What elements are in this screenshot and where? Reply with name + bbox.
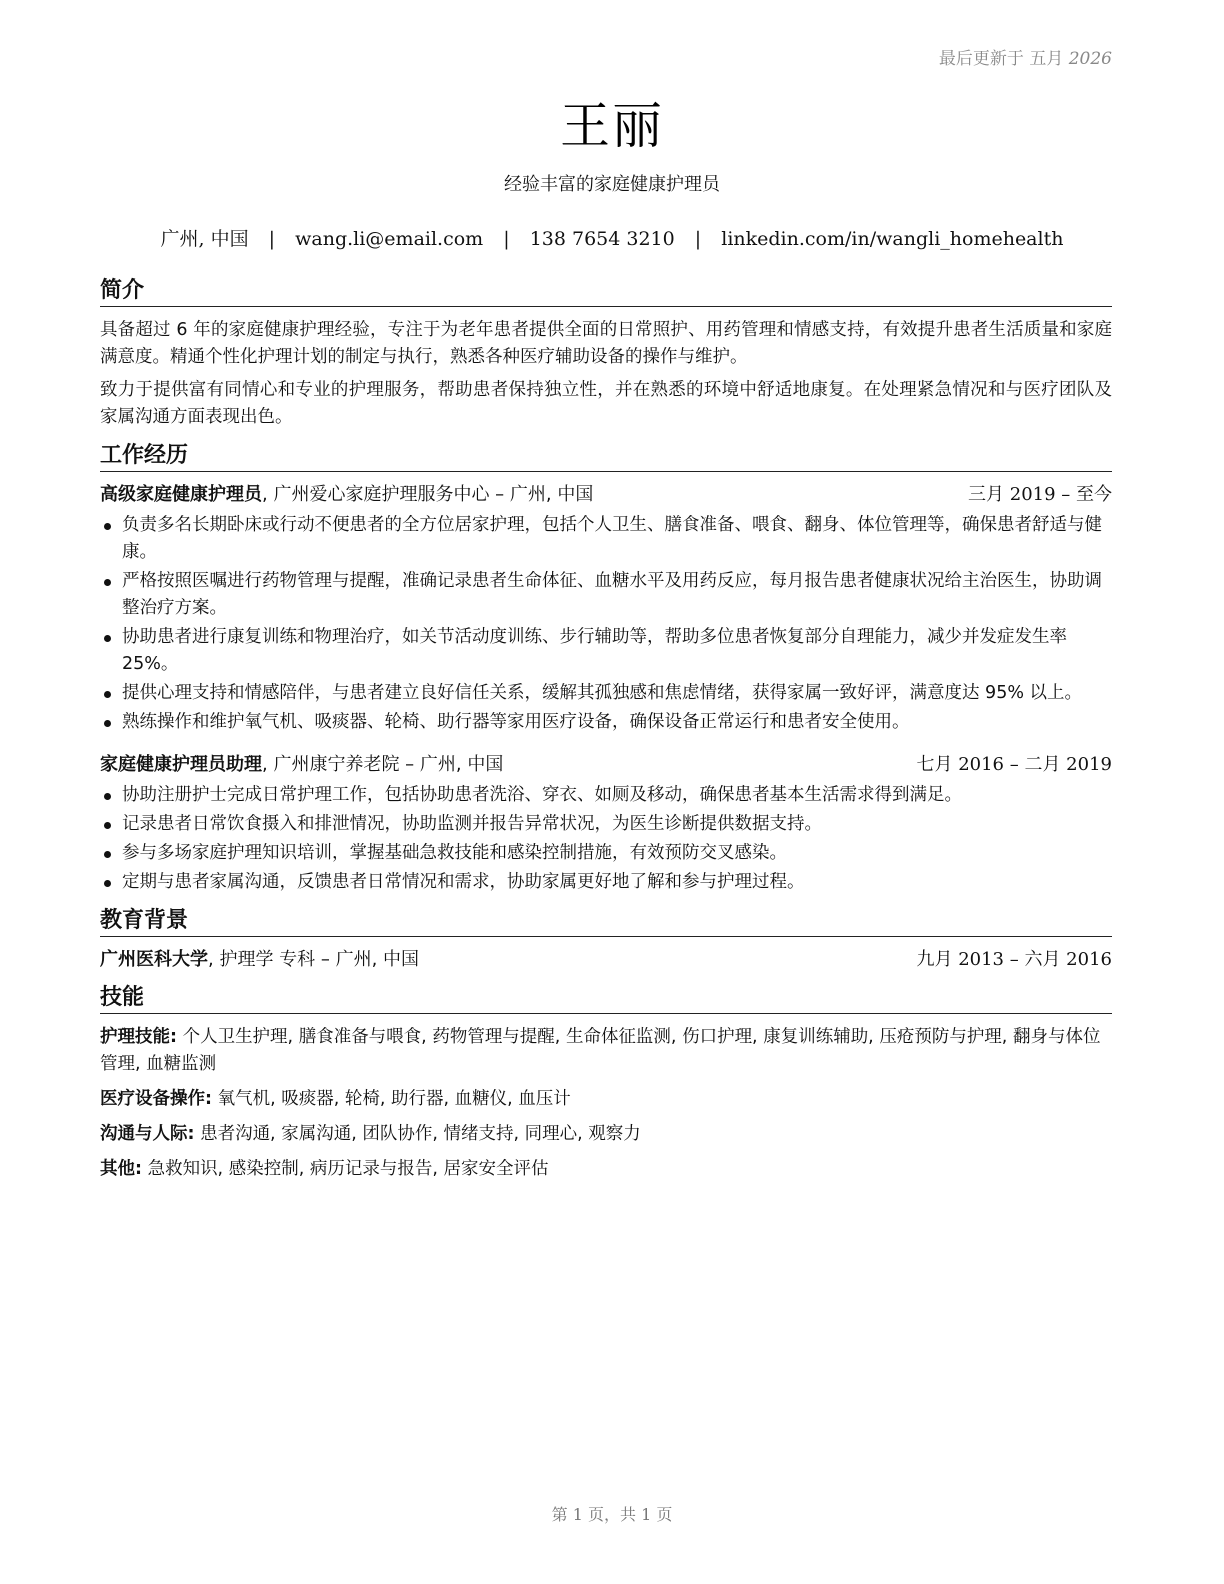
candidate-name: 王丽 [560, 97, 664, 155]
contact-phone: 138 7654 3210 [529, 228, 675, 250]
section-heading: 简介 [100, 278, 1112, 307]
education-dates: 九月 2013 – 六月 2016 [916, 949, 1112, 970]
contact-separator: | [503, 228, 510, 250]
summary-paragraph: 具备超过 6 年的家庭健康护理经验，专注于为老年患者提供全面的日常照护、用药管理和情感支持，有效提升患者生活质量和家庭满意度。精通个性化护理计划的制定与执行，熟悉各种医疗辅助设备的操作与维护。 [100, 320, 1112, 367]
skill-row [100, 1121, 1112, 1148]
job-title: 家庭健康护理员助理 [100, 754, 262, 775]
job-title: 高级家庭健康护理员 [100, 484, 262, 505]
skill-row [100, 1156, 1112, 1183]
skill-value: 急救知识, 感染控制, 病历记录与报告, 居家安全评估 [142, 1159, 549, 1179]
job-header [100, 482, 1112, 508]
bullet-item: 协助注册护士完成日常护理工作，包括协助患者洗浴、穿衣、如厕及移动，确保患者基本生活需求得到满足。 [100, 782, 1112, 809]
job-dates: 三月 2019 – 至今 [968, 484, 1112, 505]
experience-section [100, 443, 1112, 896]
contact-separator: | [268, 228, 276, 250]
skill-label: 医疗设备操作: [100, 1089, 212, 1109]
last-updated-label: 最后更新于 五月 [938, 49, 1064, 69]
job-org: , 广州爱心家庭护理服务中心 – 广州, 中国 [262, 484, 594, 505]
job-entry [100, 482, 1112, 736]
bullet-item: 严格按照医嘱进行药物管理与提醒，准确记录患者生命体征、血糖水平及用药反应，每月报告患者健康状况给主治医生，协助调整治疗方案。 [100, 568, 1112, 622]
bullet-item: 提供心理支持和情感陪伴，与患者建立良好信任关系，缓解其孤独感和焦虑情绪，获得家属一致好评，满意度达 95% 以上。 [100, 680, 1112, 707]
bullet-item: 熟练操作和维护氧气机、吸痰器、轮椅、助行器等家用医疗设备，确保设备正常运行和患者安全使用。 [100, 709, 1112, 736]
bullet-item: 负责多名长期卧床或行动不便患者的全方位居家护理，包括个人卫生、膳食准备、喂食、翻身、体位管理等，确保患者舒适与健康。 [100, 512, 1112, 566]
section-heading: 工作经历 [100, 443, 1112, 472]
contact-location: 广州, 中国 [160, 228, 249, 250]
skill-value: 患者沟通, 家属沟通, 团队协作, 情绪支持, 同理心, 观察力 [194, 1124, 641, 1144]
last-updated [939, 44, 1112, 69]
section-heading: 教育背景 [100, 908, 1112, 937]
job-header [100, 752, 1112, 778]
school-name: 广州医科大学 [100, 949, 208, 970]
skill-label: 沟通与人际: [100, 1124, 195, 1144]
education-section [100, 908, 1112, 973]
summary-paragraph: 致力于提供富有同情心和专业的护理服务，帮助患者保持独立性，并在熟悉的环境中舒适地康复。在处理紧急情况和与医疗团队及家属沟通方面表现出色。 [100, 380, 1112, 427]
contact-email-link[interactable]: wang.li@email.com [295, 228, 484, 250]
last-updated-year: 2026 [1068, 49, 1112, 69]
skill-row [100, 1024, 1112, 1078]
skill-label: 其他: [100, 1159, 142, 1179]
job-bullets [100, 782, 1112, 896]
skills-section [100, 985, 1112, 1183]
skill-row [100, 1086, 1112, 1113]
bullet-item: 定期与患者家属沟通，反馈患者日常情况和需求，协助家属更好地了解和参与护理过程。 [100, 869, 1112, 896]
section-heading: 技能 [100, 985, 1112, 1014]
resume-body [100, 278, 1112, 1195]
page-number: 第 1 页，共 1 页 [551, 1505, 673, 1524]
candidate-tagline: 经验丰富的家庭健康护理员 [504, 174, 720, 195]
bullet-item: 记录患者日常饮食摄入和排泄情况，协助监测并报告异常状况，为医生诊断提供数据支持。 [100, 811, 1112, 838]
contact-linkedin-link[interactable]: linkedin.com/in/wangli_homehealth [721, 228, 1064, 250]
contact-separator: | [694, 228, 702, 250]
job-dates: 七月 2016 – 二月 2019 [916, 754, 1112, 775]
job-bullets [100, 512, 1112, 736]
skill-value: 个人卫生护理, 膳食准备与喂食, 药物管理与提醒, 生命体征监测, 伤口护理, 康复训练辅助, 压疮预防与护理, 翻身与体位管理, 血糖监测 [100, 1027, 1101, 1074]
job-org: , 广州康宁养老院 – 广州, 中国 [262, 754, 504, 775]
skill-value: 氧气机, 吸痰器, 轮椅, 助行器, 血糖仪, 血压计 [212, 1089, 571, 1109]
summary-section [100, 278, 1112, 431]
education-entry [100, 947, 1112, 973]
bullet-item: 协助患者进行康复训练和物理治疗，如关节活动度训练、步行辅助等，帮助多位患者恢复部分自理能力，减少并发症发生率 25%。 [100, 624, 1112, 678]
job-entry [100, 752, 1112, 896]
bullet-item: 参与多场家庭护理知识培训，掌握基础急救技能和感染控制措施，有效预防交叉感染。 [100, 840, 1112, 867]
contact-line [0, 224, 1224, 251]
education-detail: , 护理学 专科 – 广州, 中国 [208, 949, 420, 970]
skill-label: 护理技能: [100, 1027, 177, 1047]
